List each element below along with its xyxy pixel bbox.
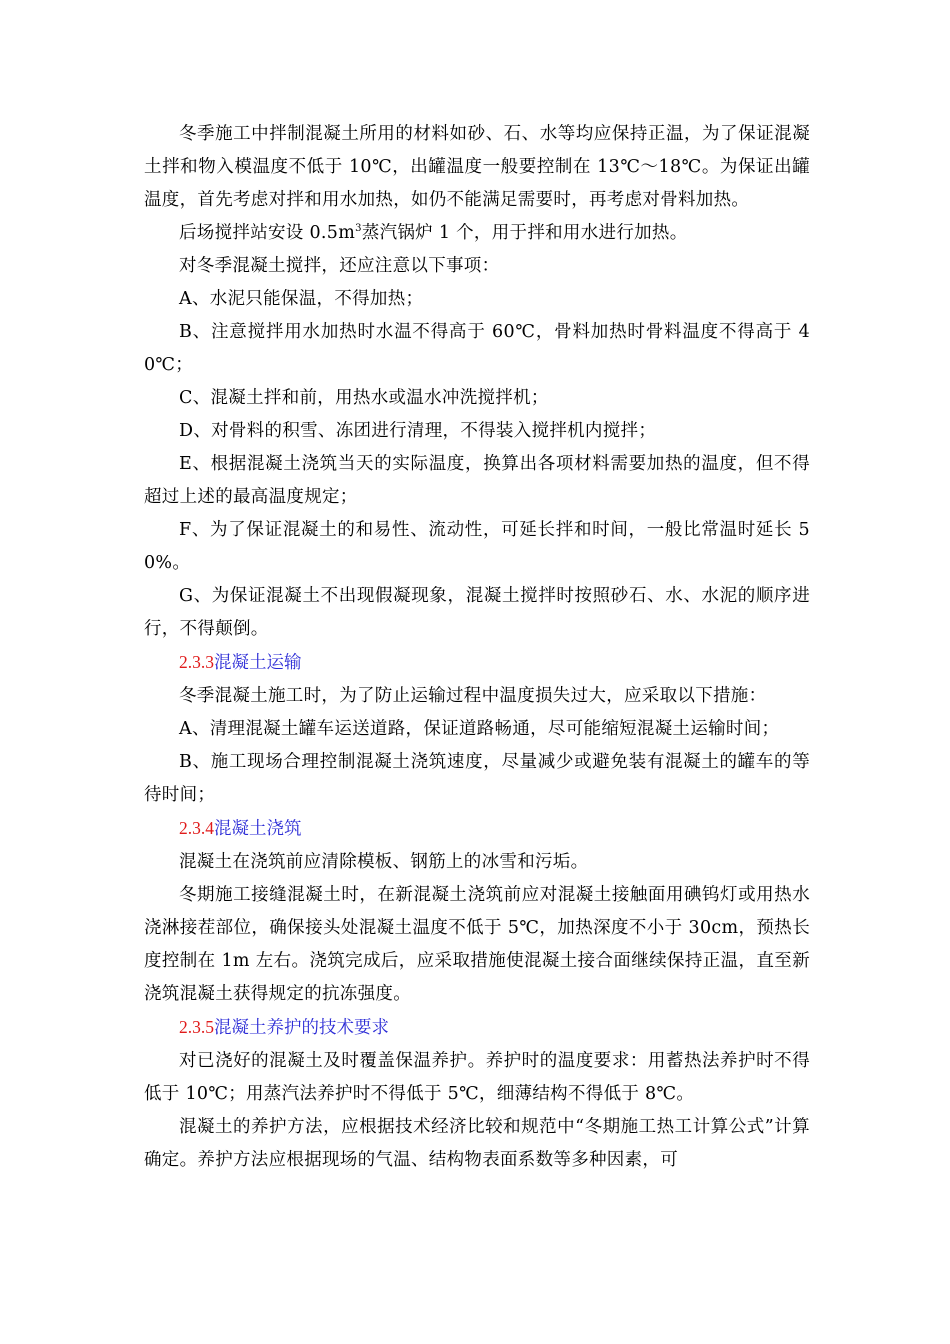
transport-item-a: A、清理混凝土罐车运送道路，保证道路畅通，尽可能缩短混凝土运输时间； [179,719,780,739]
section-title: 混凝土浇筑 [214,819,302,839]
paragraph-pouring-joint: 冬期施工接缝混凝土时，在新混凝土浇筑前应对混凝土接触面用碘钨灯或用热水浇淋接茬部位，确保接头处混凝土温度不低于 5℃，加热深度不小于 30cm，预热长度控制在 1m 左右。浇筑完成后，应采取措施使混凝土接合面继续保持正温，直至新浇筑混凝土获得规定的抗冻强度。 [144,885,810,1004]
list-item-b: B、注意搅拌用水加热时水温不得高于 60℃，骨料加热时骨料温度不得高于 40℃； [144,322,810,375]
boiler-text-before: 后场搅拌站安设 0.5m [179,223,356,243]
paragraph-pouring-clean: 混凝土在浇筑前应清除模板、钢筋上的冰雪和污垢。 [179,852,589,872]
transport-item-b: B、施工现场合理控制混凝土浇筑速度，尽量减少或避免装有混凝土的罐车的等待时间； [144,752,810,805]
list-item-c: C、混凝土拌和前，用热水或温水冲洗搅拌机； [179,388,549,408]
cubic-superscript: 3 [355,223,362,234]
list-item-a: A、水泥只能保温，不得加热； [179,289,424,309]
boiler-text-after: 蒸汽锅炉 1 个，用于拌和用水进行加热。 [361,223,688,243]
section-number: 2.3.4 [179,818,214,838]
list-item-e: E、根据混凝土浇筑当天的实际温度，换算出各项材料需要加热的温度，但不得超过上述的最高温度规定； [144,454,810,507]
paragraph-transport-intro: 冬季混凝土施工时，为了防止运输过程中温度损失过大，应采取以下措施： [179,686,767,706]
paragraph-mixing-intro: 冬季施工中拌制混凝土所用的材料如砂、石、水等均应保持正温，为了保证混凝土拌和物入模温度不低于 10℃，出罐温度一般要控制在 13℃～18℃。为保证出罐温度，首先考虑对拌和用水加热，如仍不能满足需要时，再考虑对骨料加热。 [144,124,810,210]
section-title: 混凝土养护的技术要求 [214,1018,389,1038]
section-heading-pouring [144,812,810,846]
list-item-d: D、对骨料的积雪、冻团进行清理，不得装入搅拌机内搅拌； [179,421,657,441]
list-item-f: F、为了保证混凝土的和易性、流动性，可延长拌和时间，一般比常温时延长 50%。 [144,520,810,573]
paragraph-mixing-notes-intro: 对冬季混凝土搅拌，还应注意以下事项： [179,256,500,276]
section-heading-curing [144,1011,810,1045]
document-body [144,118,810,1177]
paragraph-boiler [144,217,810,250]
section-number: 2.3.5 [179,1017,214,1037]
paragraph-curing-temp: 对已浇好的混凝土及时覆盖保温养护。养护时的温度要求：用蓄热法养护时不得低于 10℃；用蒸汽法养护时不得低于 5℃，细薄结构不得低于 8℃。 [144,1051,810,1104]
section-heading-transport [144,646,810,680]
section-title: 混凝土运输 [214,653,302,673]
section-number: 2.3.3 [179,652,214,672]
list-item-g: G、为保证混凝土不出现假凝现象，混凝土搅拌时按照砂石、水、水泥的顺序进行，不得颠倒。 [144,586,810,639]
paragraph-curing-method: 混凝土的养护方法，应根据技术经济比较和规范中“冬期施工热工计算公式”计算确定。养护方法应根据现场的气温、结构物表面系数等多种因素，可 [144,1117,810,1170]
